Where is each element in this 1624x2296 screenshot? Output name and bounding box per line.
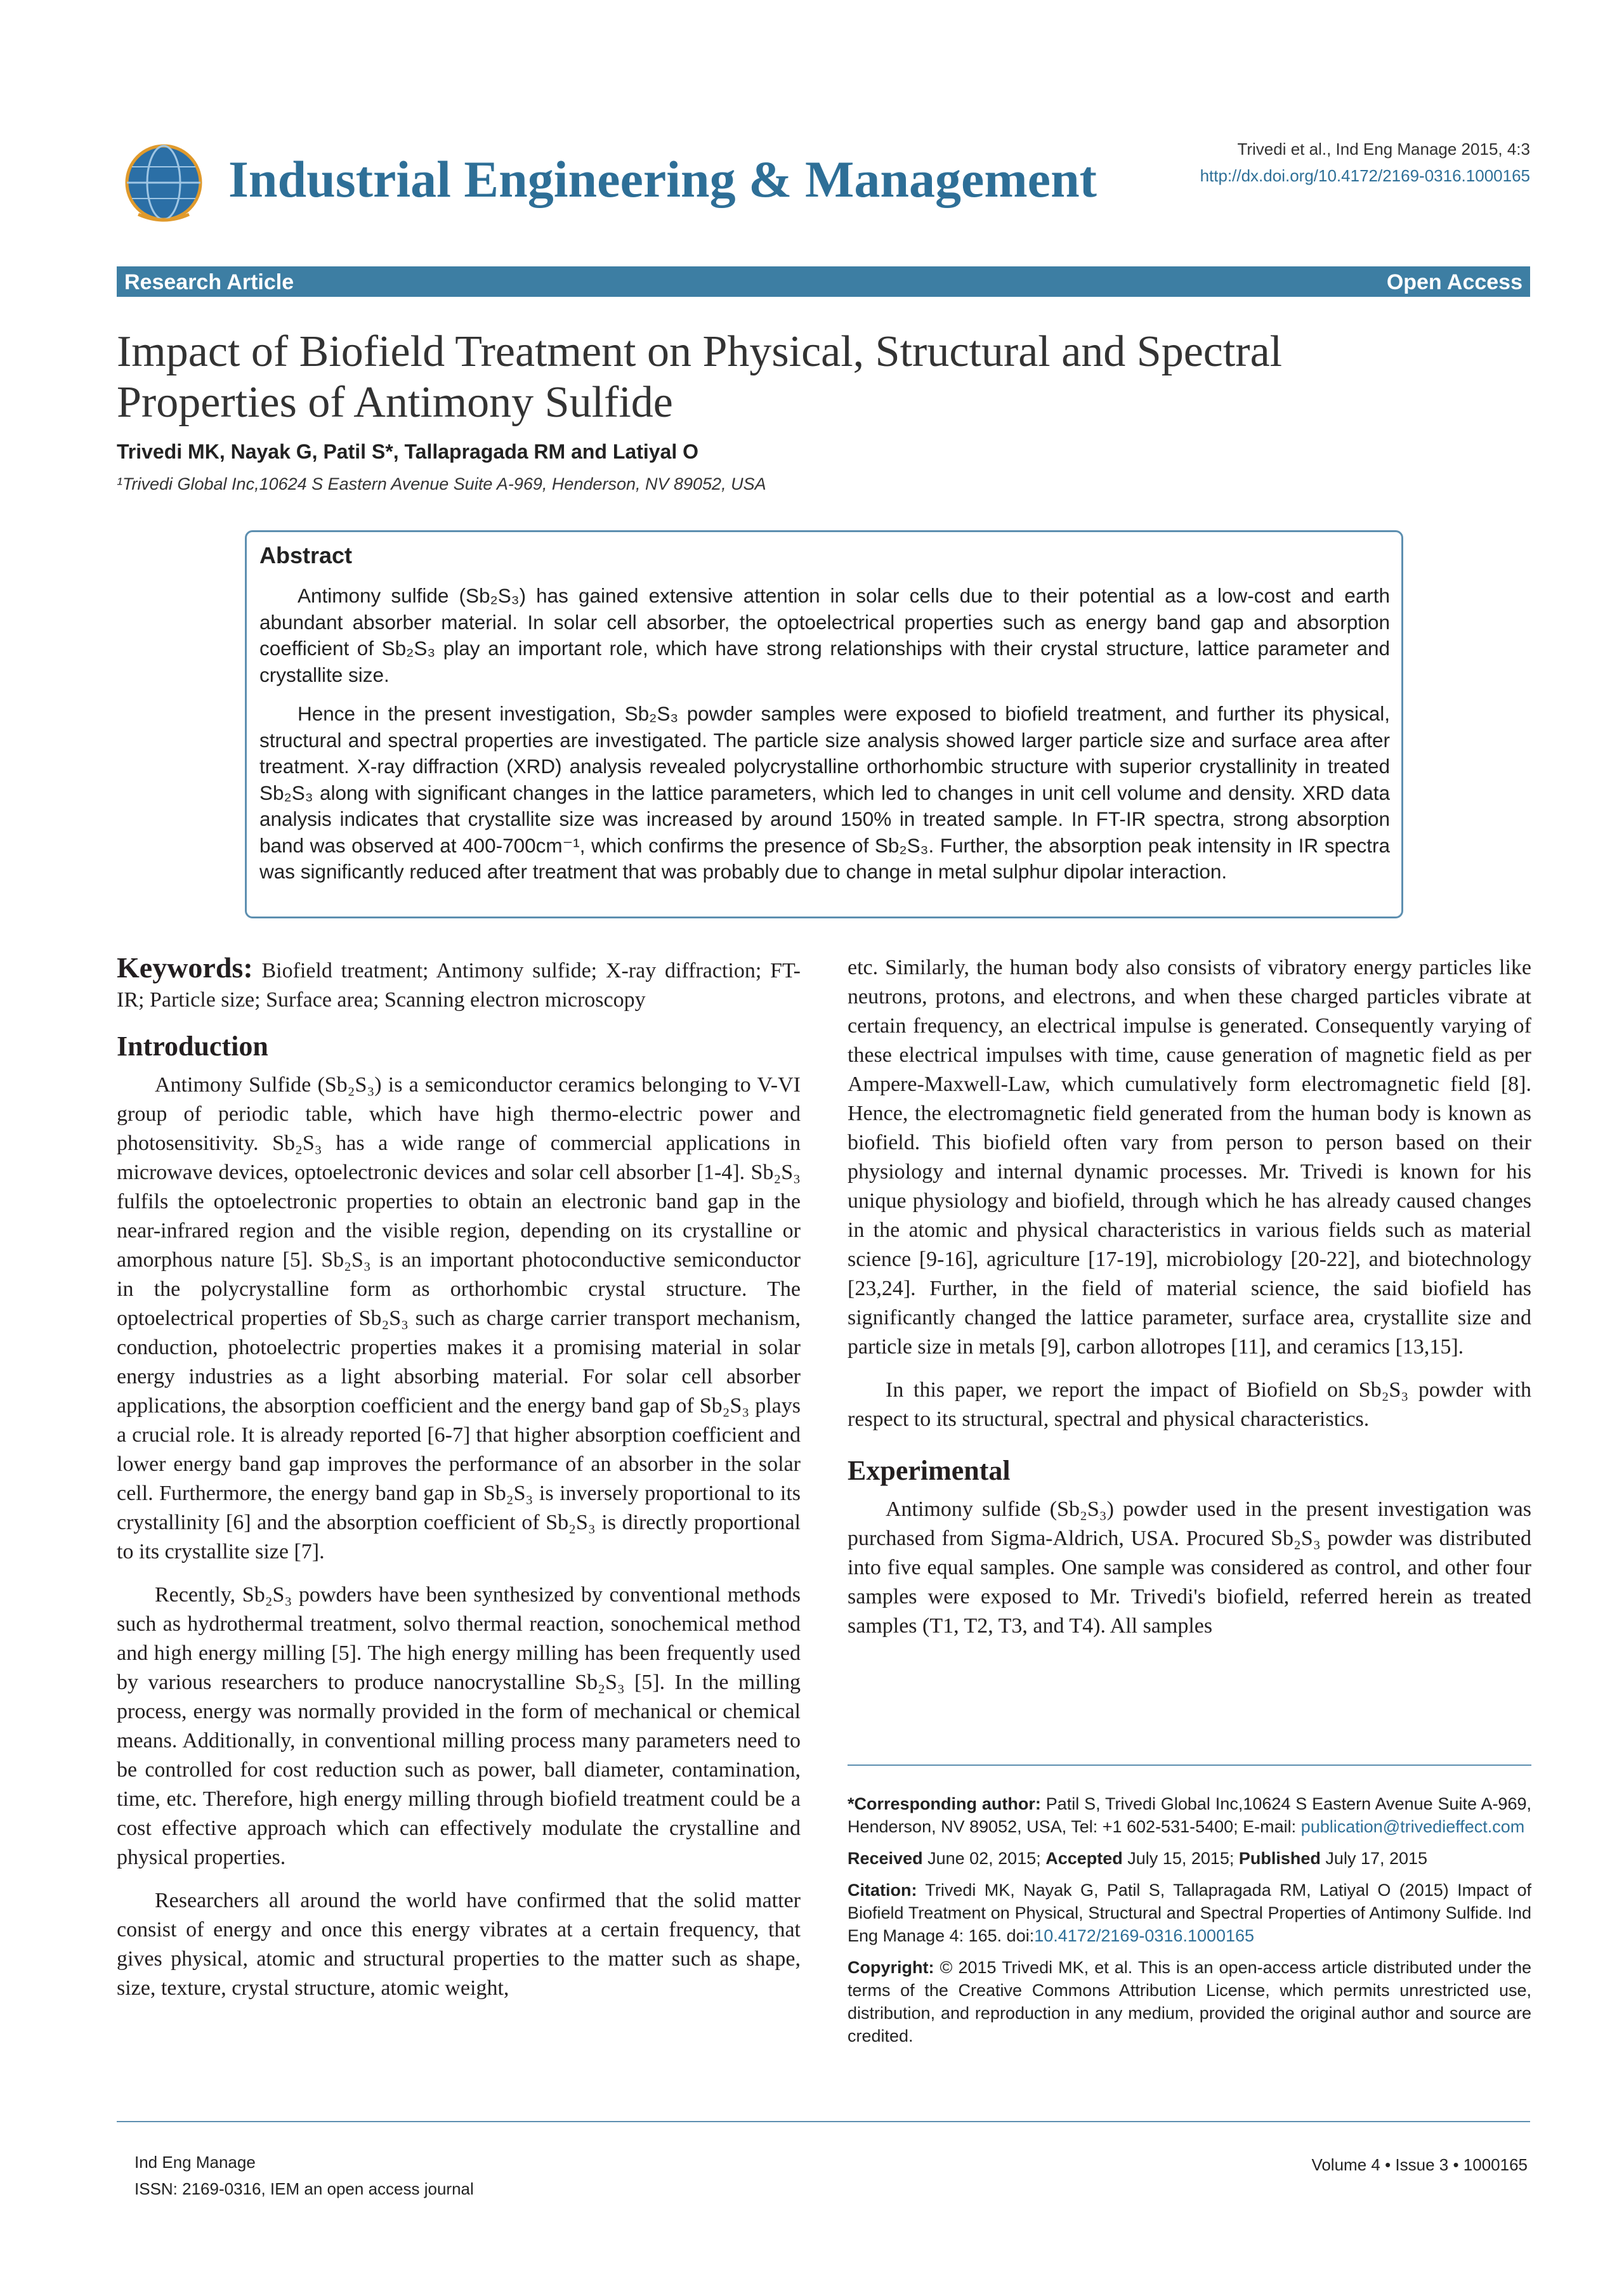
received-date: June 02, 2015; [922, 1849, 1046, 1868]
right-paragraph-2: In this paper, we report the impact of Biofield on Sb₂S₃ powder with respect to its structural, spectral and physical characteristics. [848, 1378, 1531, 1431]
authors: Trivedi MK, Nayak G, Patil S*, Tallapragada RM and Latiyal O [117, 440, 699, 463]
doi-link[interactable]: http://dx.doi.org/10.4172/2169-0316.1000165 [1200, 166, 1530, 185]
journal-logo [119, 138, 208, 227]
published-date: July 17, 2015 [1320, 1849, 1428, 1868]
keywords [117, 953, 801, 1015]
copyright-label: Copyright: [848, 1958, 934, 1977]
accepted-label: Accepted [1045, 1849, 1123, 1868]
abstract-box [245, 530, 1403, 918]
introduction-heading: Introduction [117, 1031, 268, 1062]
dates-line [848, 1847, 1531, 1870]
corresponding-block [848, 1792, 1531, 2056]
footer-issn: ISSN: 2169-0316, IEM an open access journal [134, 2179, 474, 2198]
corresponding-divider [848, 1764, 1531, 1766]
abstract-heading: Abstract [259, 542, 353, 568]
footer-journal: Ind Eng Manage [134, 2153, 256, 2172]
abstract-paragraph-2: Hence in the present investigation, Sb₂S₃ powder samples were exposed to biofield treatment, and further its physical, structural and spectral properties are investigated. The particle size analysis showed larger particle size and surface area after treatment. X-ray diffraction (XRD) analysis revealed polycrystalline orthorhombic structure with superior crystallinity in treated Sb₂S₃ along with significant changes in the lattice parameters, which led to changes in unit cell volume and density. XRD data analysis indicates that crystallite size was increased by around 150% in treated sample. In FT-IR spectra, strong absorption band was observed at 400-700cm⁻¹, which confirms the presence of Sb₂S₃. Further, the absorption peak intensity in IR spectra was significantly reduced after treatment that was probably due to change in metal sulphur dipolar interaction. [259, 702, 1390, 883]
experimental-heading: Experimental [848, 1455, 1011, 1486]
accepted-date: July 15, 2015; [1122, 1849, 1239, 1868]
citation-text: Trivedi MK, Nayak G, Patil S, Tallapragada RM, Latiyal O (2015) Impact of Biofield Treatment on Physical, Structural and Spectral Properties of Antimony Sulfide. Ind Eng Manage 4: 165. doi: [848, 1881, 1531, 1945]
experimental-paragraph-1: Antimony sulfide (Sb₂S₃) powder used in the present investigation was purchased from Sigma-Aldrich, USA. Procured Sb₂S₃ powder was distributed into five equal samples. One sample was considered as control, and other four samples were exposed to Mr. Trivedi's biofield, referred herein as treated samples (T1, T2, T3, and T4). All samples [848, 1497, 1531, 1638]
keywords-text: Biofield treatment; Antimony sulfide; X-ray diffraction; FT-IR; Particle size; Surface area; Scanning electron microscopy [117, 959, 801, 1012]
intro-paragraph-2: Recently, Sb₂S₃ powders have been synthesized by conventional methods such as hydrothermal treatment, solvo thermal reaction, sonochemical method and high energy milling [5]. The high energy milling has been frequently used by various researchers to produce nanocrystalline Sb₂S₃ [5]. In the milling process, energy was normally provided in the form of mechanical or chemical means. Additionally, in conventional milling process many parameters need to be controlled for cost reduction such as power, ball diameter, contamination, time, etc. Therefore, high energy milling through biofield treatment could be a cost effective approach which can effectively modulate the crystalline and physical properties. [117, 1583, 801, 1869]
citation-line: Trivedi et al., Ind Eng Manage 2015, 4:3 [1237, 140, 1530, 159]
email-link[interactable]: publication@trivedieffect.com [1300, 1817, 1525, 1836]
intro-paragraph-3: Researchers all around the world have confirmed that the solid matter consist of energy and once this energy vibrates at a certain frequency, that gives physical, atomic and structural properties to the matter such as shape, size, texture, crystal structure, atomic weight, [117, 1889, 801, 2000]
abstract-paragraph-1: Antimony sulfide (Sb₂S₃) has gained extensive attention in solar cells due to their potential as a low-cost and earth abundant absorber material. In solar cell absorber, the optoelectrical properties such as energy band gap and absorption coefficient of Sb₂S₃ play an important role, which have strong relationships with their crystal structure, lattice parameter and crystallite size. [259, 584, 1390, 686]
footer-volume: Volume 4 • Issue 3 • 1000165 [1311, 2155, 1528, 2174]
copyright-text: © 2015 Trivedi MK, et al. This is an open-access article distributed under the terms of the Creative Commons Attribution License, which permits unrestricted use, distribution, and reproduction in any medium, provided the original author and source are credited. [848, 1958, 1531, 2045]
copyright-block [848, 1956, 1531, 2047]
left-column [117, 953, 801, 2003]
journal-title: Industrial Engineering & Management [228, 150, 1097, 208]
right-paragraph-1: etc. Similarly, the human body also consists of vibratory energy particles like neutrons, protons, and electrons, and when these charged particles vibrate at certain frequency, an electrical impulse is generated. Consequently varying of these electrical impulses with time, cause generation of magnetic field as per Ampere-Maxwell-Law, which cumulatively form electromagnetic field [8]. Hence, the electromagnetic field generated from the human body is known as biofield. This biofield often vary from person to person based on their physiology and internal dynamic processes. Mr. Trivedi is known for his unique physiology and biofield, through which he has already caused changes in the atomic and physical characteristics in various fields such as material science [9-16], agriculture [17-19], microbiology [20-22], and biotechnology [23,24]. Further, in the field of material science, the said biofield has significantly changed the lattice parameter, surface area, crystallite size and particle size in metals [9], carbon allotropes [11], and ceramics [13,15]. [848, 956, 1531, 1359]
affiliation: ¹Trivedi Global Inc,10624 S Eastern Avenue Suite A-969, Henderson, NV 89052, USA [117, 474, 766, 493]
corresponding-label: *Corresponding author: [848, 1794, 1041, 1813]
article-title: Impact of Biofield Treatment on Physical, Structural and Spectral Properties of Antimony Sulfide [117, 327, 1283, 427]
article-type-bar [117, 266, 1530, 297]
received-label: Received [848, 1849, 923, 1868]
citation-doi-link[interactable]: 10.4172/2169-0316.1000165 [1034, 1926, 1255, 1945]
citation-label: Citation: [848, 1881, 917, 1900]
corresponding-author [848, 1792, 1531, 1838]
footer-divider [117, 2121, 1530, 2122]
citation-block [848, 1879, 1531, 1947]
article-type-label: Research Article [124, 270, 294, 294]
open-access-label: Open Access [1386, 270, 1522, 294]
keywords-label: Keywords: [117, 951, 253, 984]
corresponding-text: Patil S, Trivedi Global Inc,10624 S Eastern Avenue Suite A-969, Henderson, NV 89052, USA, Tel: +1 602-531-5400; E-mail: [848, 1794, 1531, 1836]
published-label: Published [1238, 1849, 1321, 1868]
right-column [848, 953, 1531, 1641]
intro-paragraph-1: Antimony Sulfide (Sb₂S₃) is a semiconductor ceramics belonging to V-VI group of periodic table, which have high thermo-electric power and photosensitivity. Sb₂S₃ has a wide range of commercial applications in microwave devices, optoelectronic devices and solar cell absorber [1-4]. Sb₂S₃ fulfils the optoelectronic properties to obtain an electronic band gap in the near-infrared region and the visible region, depending on its crystalline or amorphous nature [5]. Sb₂S₃ is an important photoconductive semiconductor in the polycrystalline form as orthorhombic crystal structure. The optoelectrical properties of Sb₂S₃ such as charge carrier transport mechanism, conduction, photoelectric properties makes it a promising material in solar energy industries as a light absorbing material. For solar cell absorber applications, the absorption coefficient and the energy band gap of Sb₂S₃ plays a crucial role. It is already reported [6-7] that higher absorption coefficient and lower energy band gap improves the performance of an absorber in the solar cell. Furthermore, the energy band gap in Sb₂S₃ is inversely proportional to its crystallinity [6] and the absorption coefficient of Sb₂S₃ is directly proportional to its crystallite size [7]. [117, 1073, 801, 1563]
